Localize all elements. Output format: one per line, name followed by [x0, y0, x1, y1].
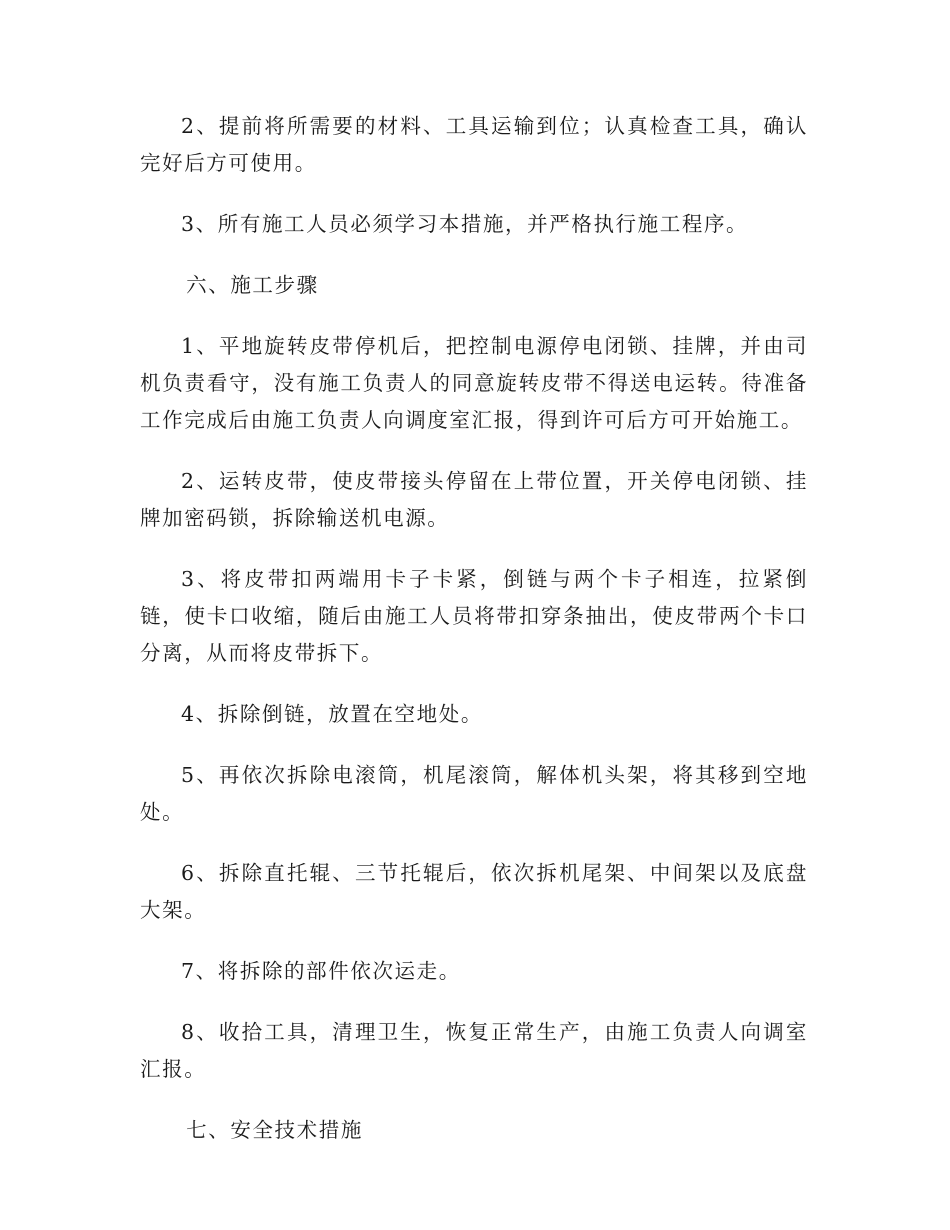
section-heading-construction-steps: 六、施工步骤 [186, 273, 319, 297]
paragraph-step-4: 4、拆除倒链，放置在空地处。 [181, 702, 483, 726]
paragraph-step-3: 3、将皮带扣两端用卡子卡紧，倒链与两个卡子相连，拉紧倒链，使卡口收缩，随后由施工人员将带扣穿条抽出，使皮带两个卡口分离，从而将皮带拆下。 [140, 567, 808, 665]
section-heading-safety-measures: 七、安全技术措施 [186, 1118, 363, 1142]
paragraph-step-5: 5、再依次拆除电滚筒，机尾滚筒，解体机头架，将其移到空地处。 [140, 763, 808, 824]
paragraph-step-8: 8、收拾工具，清理卫生，恢复正常生产，由施工负责人向调室汇报。 [140, 1020, 808, 1081]
paragraph-prep-materials: 2、提前将所需要的材料、工具运输到位；认真检查工具，确认完好后方可使用。 [140, 114, 808, 175]
paragraph-step-7: 7、将拆除的部件依次运走。 [181, 959, 461, 983]
paragraph-step-1: 1、平地旋转皮带停机后，把控制电源停电闭锁、挂牌，并由司机负责看守，没有施工负责人的同意旋转皮带不得送电运转。待准备工作完成后由施工负责人向调度室汇报，得到许可后方可开始施工。 [140, 334, 808, 432]
paragraph-step-2: 2、运转皮带，使皮带接头停留在上带位置，开关停电闭锁、挂牌加密码锁，拆除输送机电源。 [140, 469, 808, 530]
paragraph-step-6: 6、拆除直托辊、三节托辊后，依次拆机尾架、中间架以及底盘大架。 [140, 861, 808, 922]
document-body [140, 108, 808, 1173]
paragraph-study-measures: 3、所有施工人员必须学习本措施，并严格执行施工程序。 [181, 212, 749, 236]
